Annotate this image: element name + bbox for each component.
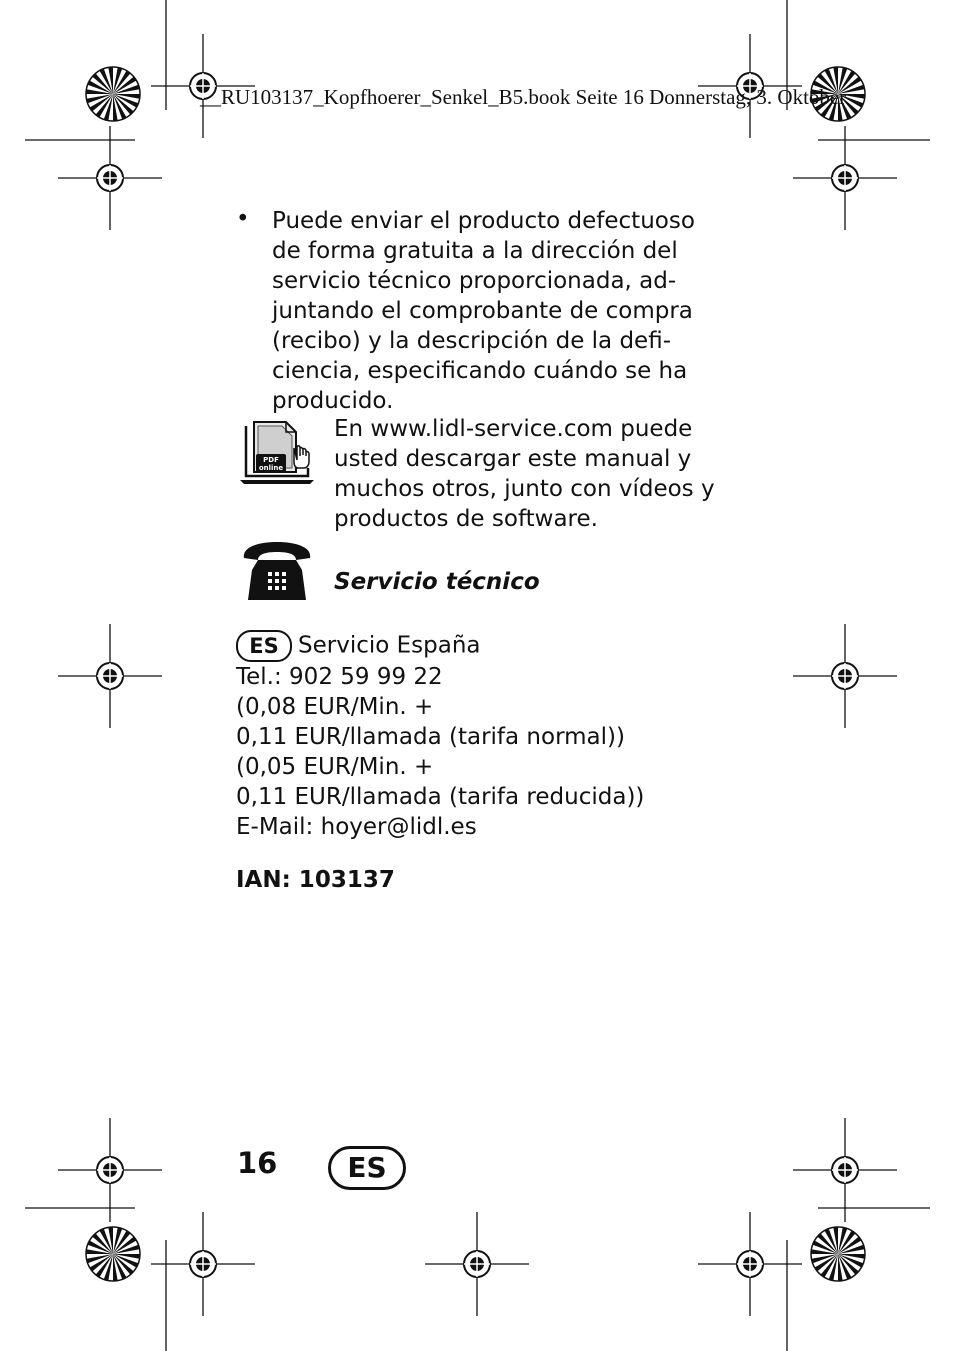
download-info-line: productos de software.	[334, 506, 598, 532]
bullet-symbol: •	[236, 206, 250, 232]
pdf-label: PDF	[263, 456, 279, 464]
country-label: Servicio España	[298, 632, 481, 659]
bullet-line: servicio técnico proporcionada, ad-	[272, 268, 677, 294]
download-info-paragraph	[334, 414, 715, 534]
pdf-online-icon	[238, 418, 320, 488]
download-info-line: usted descargar este manual y	[334, 446, 692, 472]
contact-email: E-Mail: hoyer@lidl.es	[236, 814, 477, 840]
starburst-mark	[86, 67, 140, 121]
country-line	[236, 630, 644, 662]
country-badge: ES	[236, 630, 292, 662]
starburst-mark	[811, 1227, 865, 1281]
page-number: 16	[237, 1146, 278, 1180]
contact-line: Tel.: 902 59 99 22	[236, 664, 443, 690]
bullet-line: producido.	[272, 388, 394, 414]
telephone-icon	[238, 540, 316, 602]
running-head: __RU103137_Kopfhoerer_Senkel_B5.book Seite 16 Donnerstag, 3. Oktober	[200, 85, 847, 109]
bullet-line: de forma gratuita a la dirección del	[272, 238, 678, 264]
online-label: online	[258, 464, 284, 472]
bullet-line: Puede enviar el producto defectuoso	[272, 208, 695, 234]
contact-block	[236, 630, 644, 842]
download-info-line: muchos otros, junto con vídeos y	[334, 476, 715, 502]
contact-line: (0,08 EUR/Min. +	[236, 694, 434, 720]
service-heading: Servicio técnico	[334, 569, 540, 595]
contact-line: 0,11 EUR/llamada (tarifa reducida))	[236, 784, 645, 810]
bullet-line: juntando el comprobante de compra	[272, 298, 693, 324]
ian-number: IAN: 103137	[236, 867, 395, 893]
contact-line: 0,11 EUR/llamada (tarifa normal))	[236, 724, 625, 750]
bullet-line: ciencia, especificando cuándo se ha	[272, 358, 688, 384]
starburst-mark	[86, 1227, 140, 1281]
download-info-line: En www.lidl-service.com puede	[334, 416, 693, 442]
language-badge: ES	[328, 1146, 406, 1190]
contact-line: (0,05 EUR/Min. +	[236, 754, 434, 780]
bullet-paragraph	[272, 206, 695, 416]
bullet-line: (recibo) y la descripción de la defi-	[272, 328, 671, 354]
